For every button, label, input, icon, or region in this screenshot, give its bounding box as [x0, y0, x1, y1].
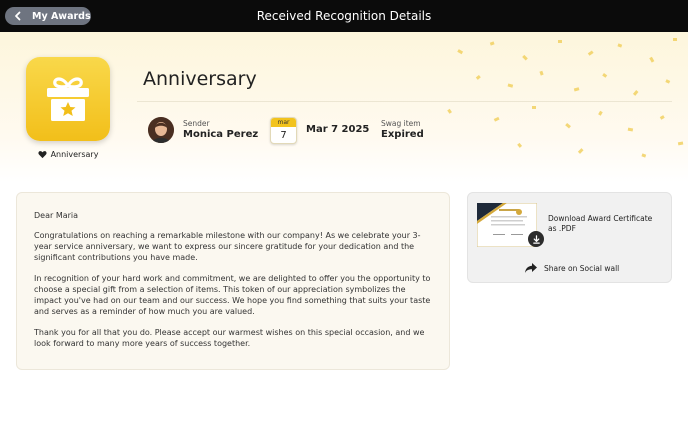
- award-caption-label: Anniversary: [50, 150, 99, 159]
- page-title: Received Recognition Details: [256, 9, 432, 23]
- sender-label: Sender: [183, 119, 210, 128]
- certificate-actions-card: [467, 192, 672, 283]
- heart-icon: [38, 150, 47, 159]
- message-paragraph: Thank you for all that you do. Please accept our warmest wishes on this special occasion, and we look forward to many more years of success together.: [34, 328, 425, 348]
- download-icon[interactable]: [528, 231, 544, 247]
- swag-item-status: Expired: [381, 129, 424, 140]
- award-date: Mar 7 2025: [306, 124, 370, 135]
- calendar-month: mar: [271, 118, 296, 127]
- calendar-day: 7: [280, 130, 287, 141]
- award-title: Anniversary: [143, 68, 257, 90]
- divider: [137, 101, 672, 102]
- share-on-social-wall-button[interactable]: [524, 262, 619, 274]
- message-paragraph: In recognition of your hard work and commitment, we are delighted to offer you the opportunity to choose a special gift from a selection of items. This token of our appreciation symbolizes the impact you've had on our team and our success. We hope you find something that suits your taste and serves as a reminder of how much you are valued.: [34, 274, 431, 316]
- award-caption: [26, 150, 110, 159]
- message-paragraph: Congratulations on reaching a remarkable milestone with our company! As we celebrate your 3-year service anniversary, we want to express our sincere gratitude for your dedication and the significant contributions you have made.: [34, 231, 421, 262]
- gift-star-icon: [41, 72, 95, 126]
- share-arrow-icon: [524, 262, 538, 274]
- share-label: Share on Social wall: [544, 263, 620, 273]
- message-greeting: Dear Maria: [34, 211, 79, 220]
- confetti-decoration: [428, 32, 688, 182]
- top-bar: [0, 0, 688, 32]
- award-badge: [26, 57, 110, 141]
- download-certificate-link[interactable]: Download Award Certificate as .PDF: [548, 214, 653, 233]
- calendar-icon: [270, 117, 297, 144]
- sender-avatar: [148, 117, 174, 143]
- sender-name: Monica Perez: [183, 129, 259, 140]
- swag-item-label: Swag item: [381, 119, 421, 128]
- recognition-message: [16, 192, 450, 370]
- back-button-label: My Awards: [32, 10, 91, 22]
